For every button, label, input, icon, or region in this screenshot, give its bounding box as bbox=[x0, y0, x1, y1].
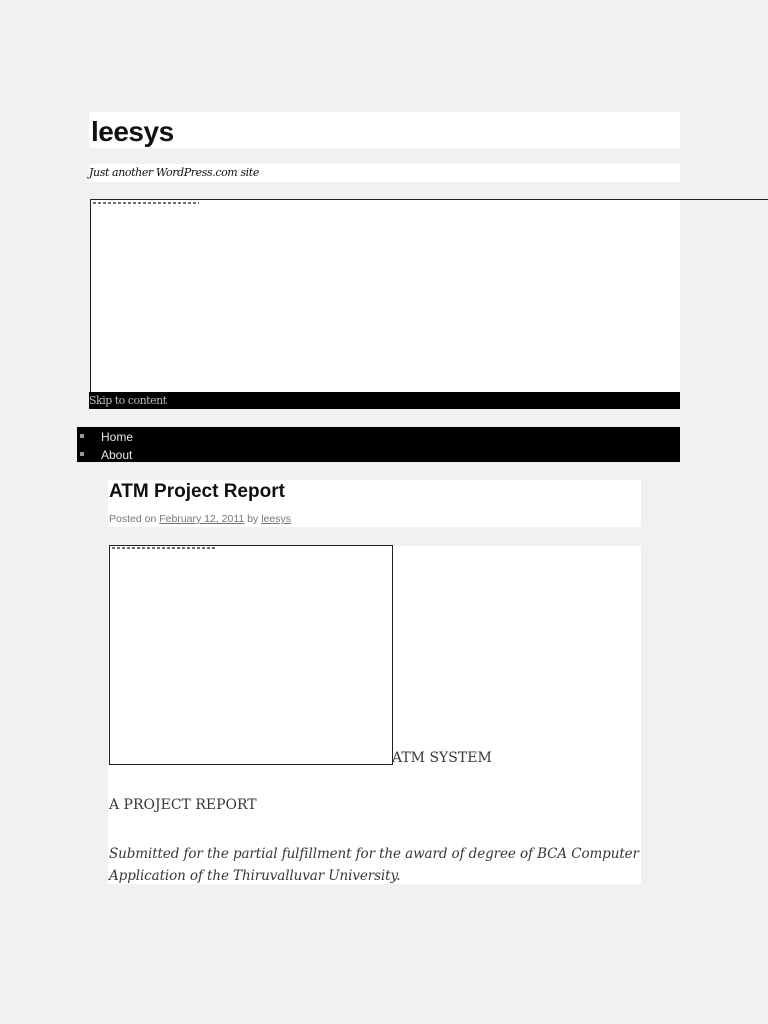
post-heading-atm-system: ATM SYSTEM bbox=[392, 750, 492, 766]
nav-link-about[interactable]: About bbox=[101, 448, 133, 462]
nav-item-home bbox=[77, 429, 133, 447]
post-heading-project-report: A PROJECT REPORT bbox=[109, 797, 257, 813]
skip-link-bar bbox=[89, 392, 680, 409]
post-date-link[interactable]: February 12, 2011 bbox=[159, 513, 245, 525]
site-tagline-bar bbox=[89, 164, 680, 182]
site-title-bar bbox=[89, 112, 680, 148]
post-author-link[interactable]: leesys bbox=[261, 513, 291, 525]
site-tagline: Just another WordPress.com site bbox=[89, 166, 259, 179]
nav-item-about bbox=[77, 447, 133, 465]
main-navigation bbox=[77, 427, 680, 462]
bullet-icon bbox=[80, 434, 84, 438]
header-image-placeholder bbox=[93, 202, 199, 204]
post-meta bbox=[109, 513, 291, 525]
header-divider-line bbox=[680, 199, 768, 200]
embedded-document-frame[interactable] bbox=[109, 545, 393, 765]
post-paragraph: Submitted for the partial fulfillment for the award of degree of BCA Computer Application of the Thiruvalluvar University. bbox=[109, 846, 639, 884]
nav-link-home[interactable]: Home bbox=[101, 430, 134, 444]
by-label: by bbox=[247, 513, 259, 525]
posted-on-label: Posted on bbox=[109, 513, 157, 525]
skip-to-content-link[interactable]: Skip to content bbox=[89, 394, 167, 407]
bullet-icon bbox=[80, 452, 84, 456]
nav-menu bbox=[77, 429, 133, 465]
post-header bbox=[108, 480, 641, 527]
site-title-link[interactable]: leesys bbox=[91, 116, 174, 147]
post-title: ATM Project Report bbox=[109, 481, 285, 502]
header-image-frame bbox=[90, 199, 680, 393]
embedded-document-placeholder bbox=[112, 547, 217, 549]
